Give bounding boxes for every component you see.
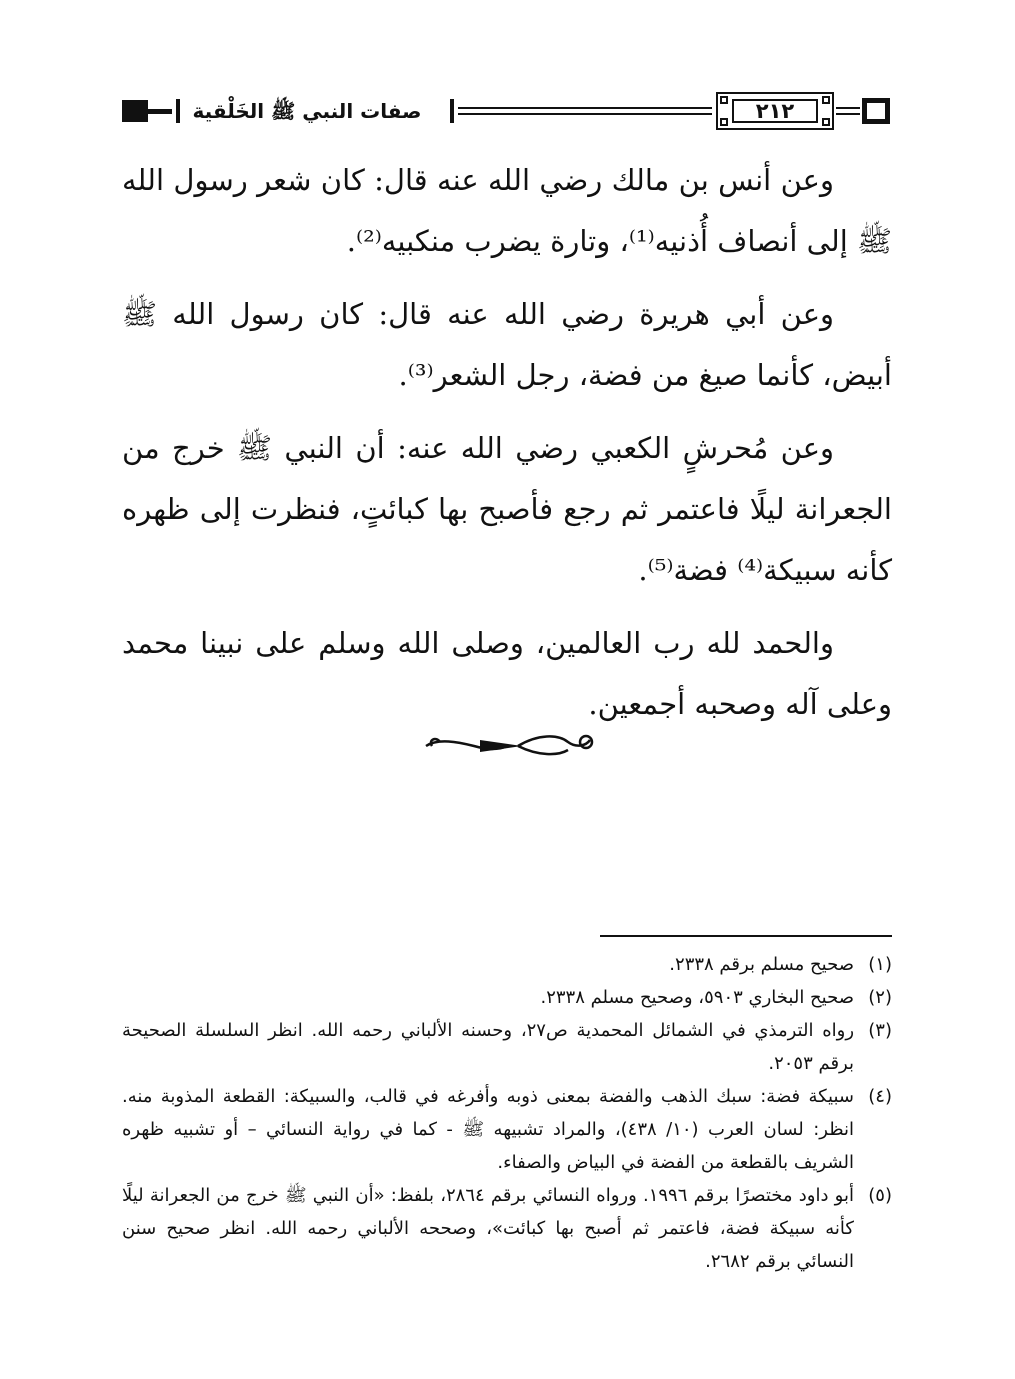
header-ornament-left bbox=[122, 100, 148, 122]
footnote-number: (١) bbox=[868, 954, 892, 975]
footnote bbox=[122, 981, 892, 1014]
footnote-text: أبو داود مختصرًا برقم ١٩٩٦. ورواه النسائي برقم ٢٨٦٤، بلفظ: «أن النبي ﷺ خرج من الجعرانة ليلًا كأنه سبيكة فضة، فاعتمر ثم أصبح بها كبائت»، وصححه الألباني رحمه الله. انظر صحيح سنن النسائي برقم ٢٦٨٢. bbox=[122, 1185, 854, 1272]
header-rule bbox=[458, 107, 712, 109]
footnote-number: (٣) bbox=[868, 1020, 892, 1041]
footnote-text: رواه الترمذي في الشمائل المحمدية ص٢٧، وحسنه الألباني رحمه الله. انظر السلسلة الصحيحة برقم ٢٠٥٣. bbox=[122, 1020, 855, 1074]
header-divider bbox=[450, 99, 454, 123]
header-rule bbox=[458, 113, 712, 115]
header-rule bbox=[836, 107, 860, 109]
footnote-number: (٤) bbox=[868, 1086, 892, 1107]
closing-paragraph: والحمد لله رب العالمين، وصلى الله وسلم على نبينا محمد وعلى آله وصحبه أجمعين. bbox=[122, 626, 892, 721]
footnote-rule bbox=[600, 935, 892, 937]
footnote-number: (٥) bbox=[868, 1185, 892, 1206]
header-title: صفات النبي ﷺ الخَلْقية bbox=[192, 99, 422, 123]
running-header bbox=[122, 92, 892, 136]
footnote bbox=[122, 1179, 892, 1278]
header-ornament-right bbox=[862, 98, 890, 124]
footnote bbox=[122, 948, 892, 981]
main-text bbox=[122, 150, 892, 747]
page-number-frame bbox=[716, 92, 834, 130]
section-end-ornament bbox=[418, 720, 598, 770]
footnote-text: صحيح البخاري ٥٩٠٣، وصحيح مسلم ٢٣٣٨. bbox=[540, 987, 854, 1008]
paragraph: وعن أنس بن مالك رضي الله عنه قال: كان شعر رسول الله ﷺ إلى أنصاف أُذنيه⁽¹⁾، وتارة يضرب منكبيه⁽²⁾. bbox=[122, 163, 892, 258]
footnote-text: سبيكة فضة: سبك الذهب والفضة بمعنى ذوبه وأفرغه في قالب، والسبيكة: القطعة المذوبة منه. انظر: لسان العرب (١٠/ ٤٣٨)، والمراد تشبيهه ﷺ - كما في رواية النسائي – أو تشبيه ظهره الشريف بالقطعة من الفضة في البياض والصفاء. bbox=[122, 1086, 854, 1173]
footnote-number: (٢) bbox=[868, 987, 892, 1008]
footnote bbox=[122, 1014, 892, 1080]
paragraph: وعن أبي هريرة رضي الله عنه قال: كان رسول الله ﷺ أبيض، كأنما صيغ من فضة، رجل الشعر⁽³⁾. bbox=[122, 297, 892, 392]
footnote-text: صحيح مسلم برقم ٢٣٣٨. bbox=[669, 954, 854, 975]
page-number: ٢١٢ bbox=[732, 99, 818, 123]
footnote bbox=[122, 1080, 892, 1179]
paragraph: وعن مُحرشٍ الكعبي رضي الله عنه: أن النبي ﷺ خرج من الجعرانة ليلًا فاعتمر ثم رجع فأصبح بها كبائتٍ، فنظرت إلى ظهره كأنه سبيكة⁽⁴⁾ فضة⁽⁵⁾. bbox=[122, 431, 892, 587]
footnotes bbox=[122, 948, 892, 1278]
header-divider bbox=[176, 99, 180, 123]
header-ornament-bar bbox=[148, 109, 172, 114]
header-rule bbox=[836, 113, 860, 115]
